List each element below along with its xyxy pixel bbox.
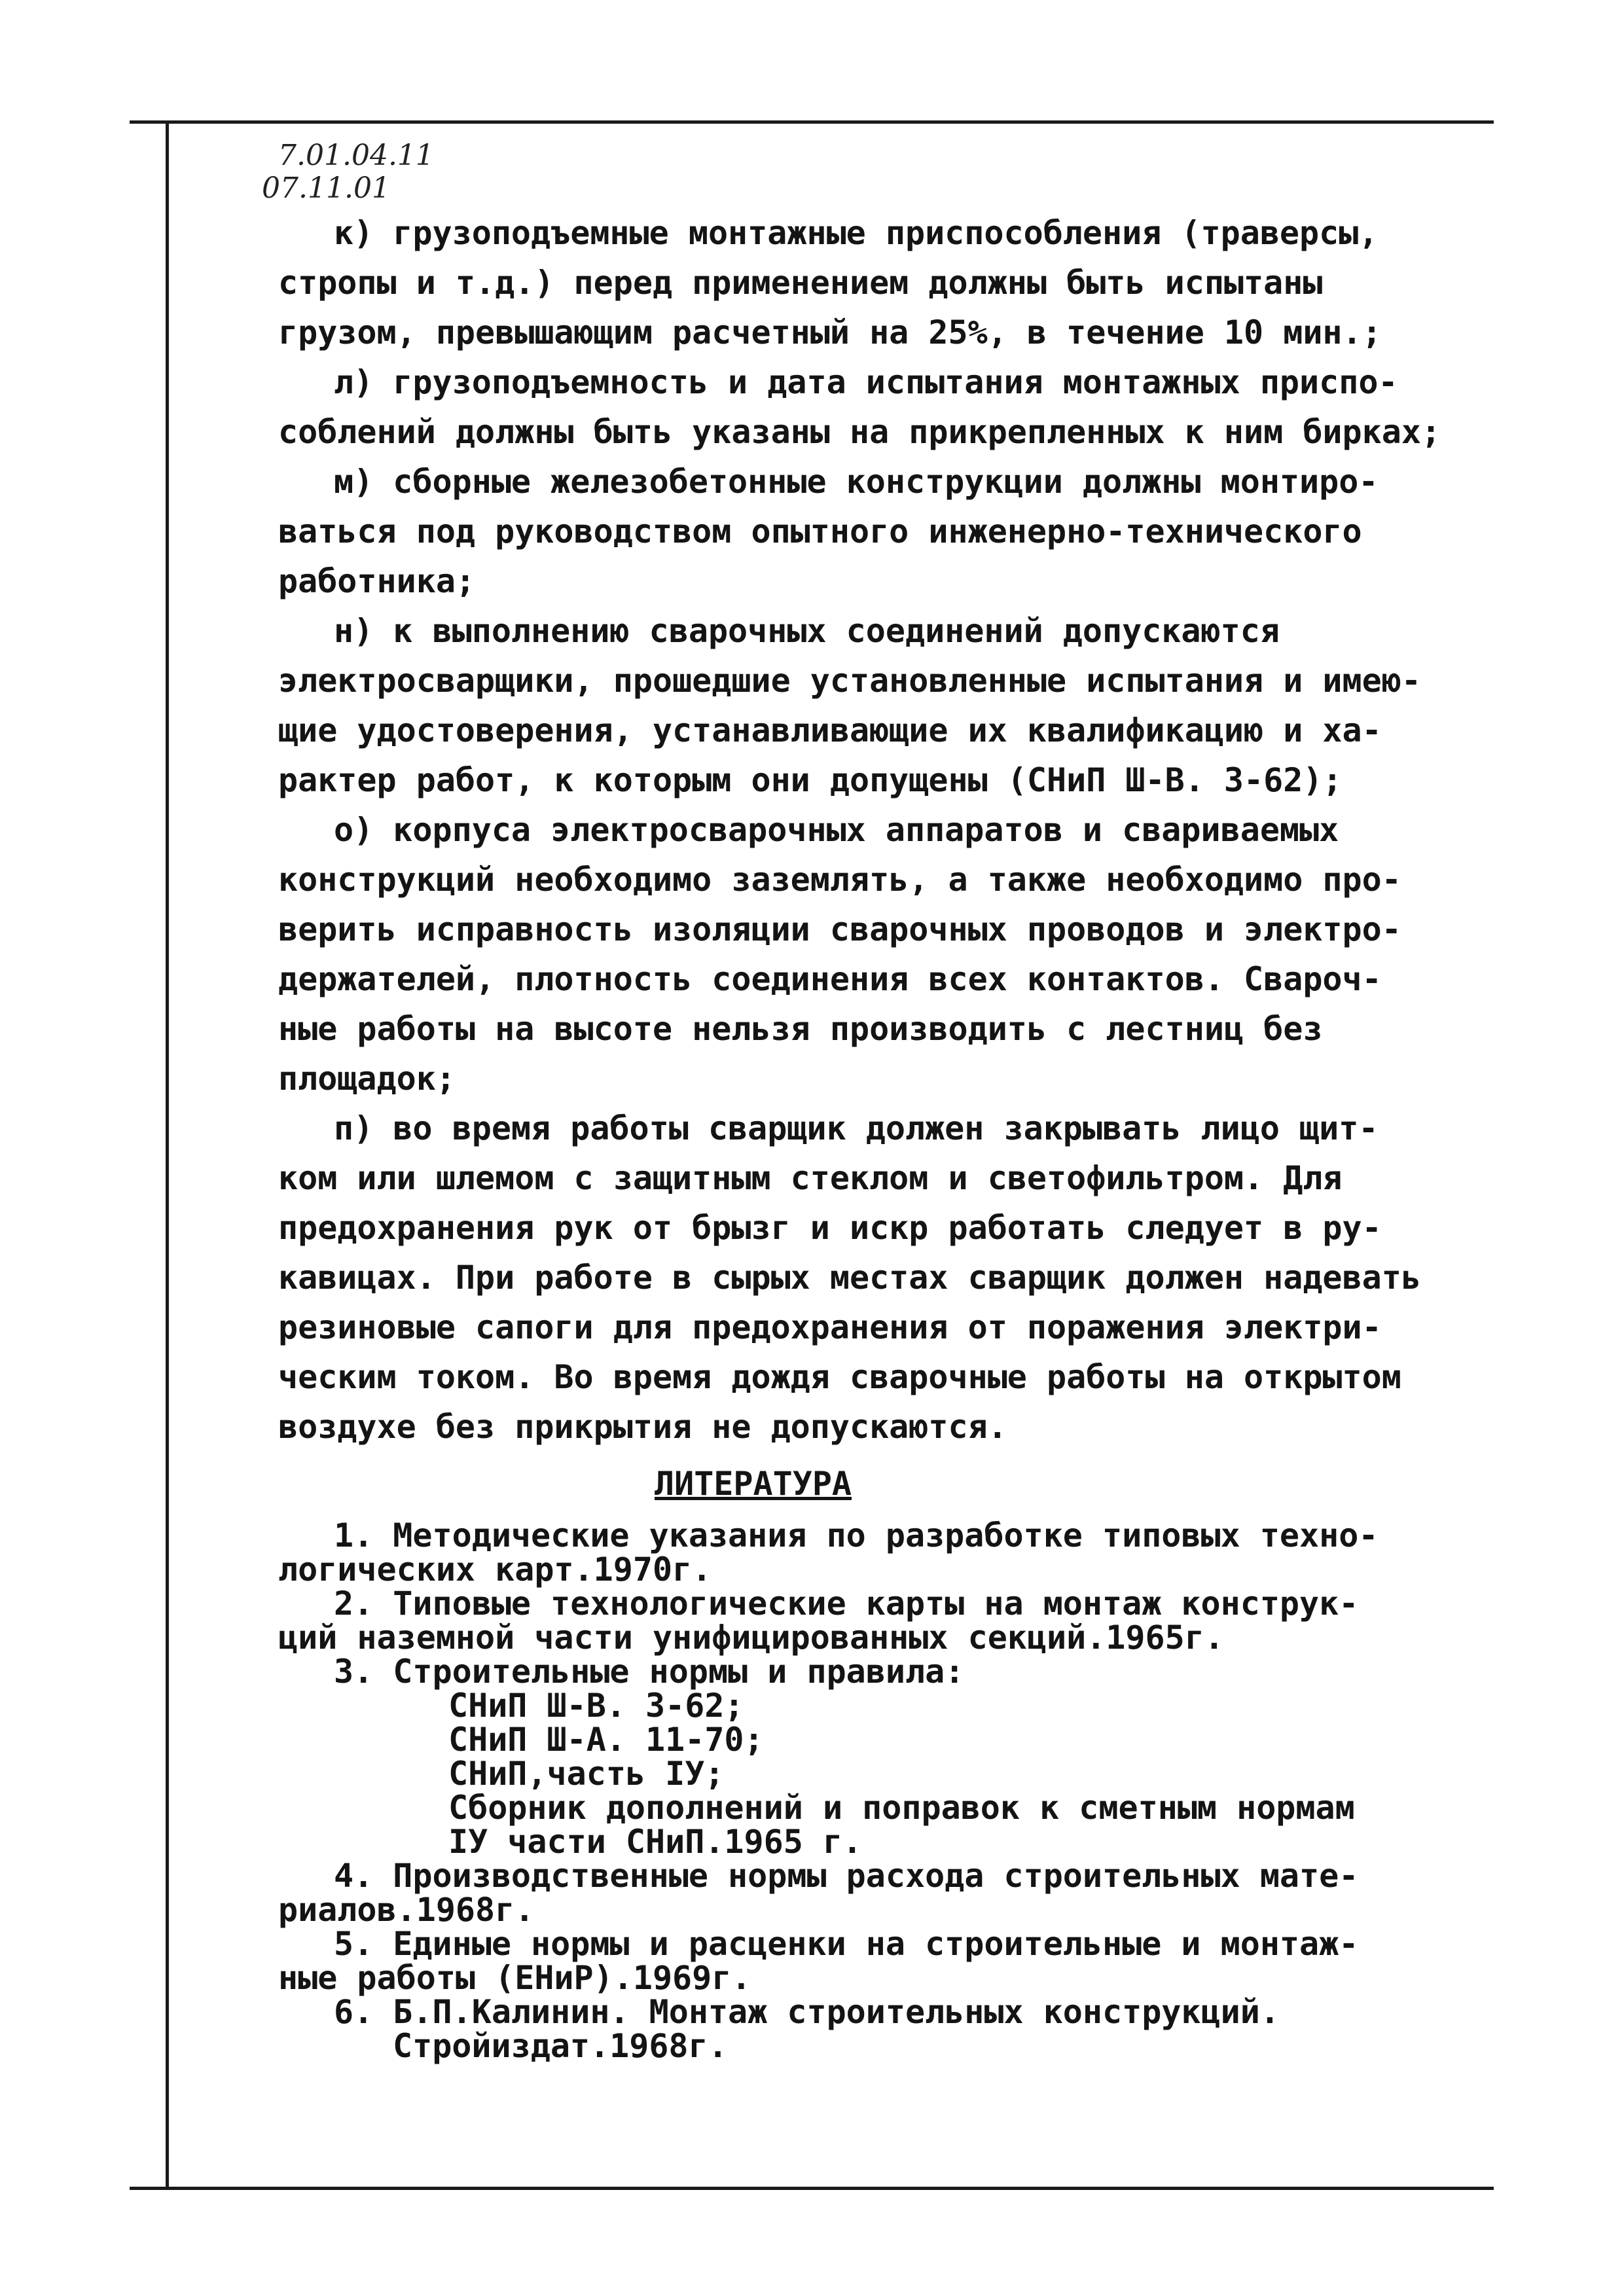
bottom-border-line (130, 2187, 1494, 2190)
safety-requirements-text (278, 208, 1476, 1452)
body-line: м) сборные железобетонные конструкции должны монтиро- (334, 463, 1379, 501)
literature-line: 4. Производственные нормы расхода строительных мате- (334, 1857, 1359, 1895)
literature-line: ций наземной части унифицированных секций.1965г. (278, 1619, 1224, 1657)
doc-code-handwritten-2: 07.11.01 (262, 171, 390, 205)
literature-line: логических карт.1970г. (278, 1551, 712, 1588)
doc-code-handwritten-1: 7.01.04.11 (278, 139, 434, 172)
body-line: конструкций необходимо заземлять, а также необходимо про- (278, 861, 1401, 899)
body-line: предохранения рук от брызг и искр работать следует в ру- (278, 1209, 1382, 1247)
body-line: л) грузоподъемность и дата испытания монтажных приспо- (334, 363, 1398, 401)
literature-line: СНиП,часть IУ; (448, 1755, 725, 1793)
body-line: верить исправность изоляции сварочных проводов и электро- (278, 910, 1401, 948)
literature-line: СНиП Ш-В. 3-62; (448, 1687, 744, 1725)
body-line: ком или шлемом с защитным стеклом и светофильтром. Для (278, 1159, 1343, 1197)
left-margin-line (166, 120, 169, 2190)
body-line: площадок; (278, 1060, 456, 1098)
literature-line: СНиП Ш-А. 11-70; (448, 1721, 764, 1759)
body-line: о) корпуса электросварочных аппаратов и свариваемых (334, 811, 1339, 849)
body-line: н) к выполнению сварочных соединений допускаются (334, 612, 1280, 650)
literature-line: IУ части СНиП.1965 г. (448, 1823, 863, 1861)
body-line: грузом, превышающим расчетный на 25%, в течение 10 мин.; (278, 314, 1382, 351)
body-line: к) грузоподъемные монтажные приспособления (траверсы, (334, 214, 1379, 252)
literature-line: ные работы (ЕНиР).1969г. (278, 1959, 751, 1997)
body-line: соблений должны быть указаны на прикрепленных к ним бирках; (278, 413, 1441, 451)
body-line: ваться под руководством опытного инженерно-технического (278, 512, 1362, 550)
literature-line: риалов.1968г. (278, 1891, 535, 1929)
literature-line: 5. Единые нормы и расценки на строительные и монтаж- (334, 1925, 1359, 1963)
literature-line: Сборник дополнений и поправок к сметным нормам (448, 1789, 1355, 1827)
body-line: кавицах. При работе в сырых местах сварщик должен надевать (278, 1259, 1421, 1297)
literature-line: 3. Строительные нормы и правила: (334, 1653, 965, 1691)
body-line: держателей, плотность соединения всех контактов. Свароч- (278, 960, 1382, 998)
body-line: ные работы на высоте нельзя производить с лестниц без (278, 1010, 1323, 1048)
body-line: стропы и т.д.) перед применением должны быть испытаны (278, 264, 1323, 302)
body-line: рактер работ, к которым они допущены (СНиП Ш-В. 3-62); (278, 761, 1343, 799)
literature-line: Стройиздат.1968г. (393, 2027, 728, 2065)
body-line: воздухе без прикрытия не допускаются. (278, 1408, 1007, 1446)
body-line: щие удостоверения, устанавливающие их квалификацию и ха- (278, 711, 1382, 749)
body-line: п) во время работы сварщик должен закрывать лицо щит- (334, 1109, 1379, 1147)
body-line: ческим током. Во время дождя сварочные работы на открытом (278, 1358, 1401, 1396)
body-line: работника; (278, 562, 476, 600)
literature-list (278, 1518, 1476, 2063)
top-border-line (130, 120, 1494, 124)
literature-heading: ЛИТЕРАТУРА (655, 1465, 852, 1503)
body-line: электросварщики, прошедшие установленные испытания и имею- (278, 662, 1421, 700)
body-line: резиновые сапоги для предохранения от поражения электри- (278, 1308, 1382, 1346)
literature-line: 6. Б.П.Калинин. Монтаж строительных конструкций. (334, 1993, 1280, 2031)
literature-line: 1. Методические указания по разработке типовых техно- (334, 1516, 1379, 1554)
literature-line: 2. Типовые технологические карты на монтаж конструк- (334, 1585, 1359, 1623)
